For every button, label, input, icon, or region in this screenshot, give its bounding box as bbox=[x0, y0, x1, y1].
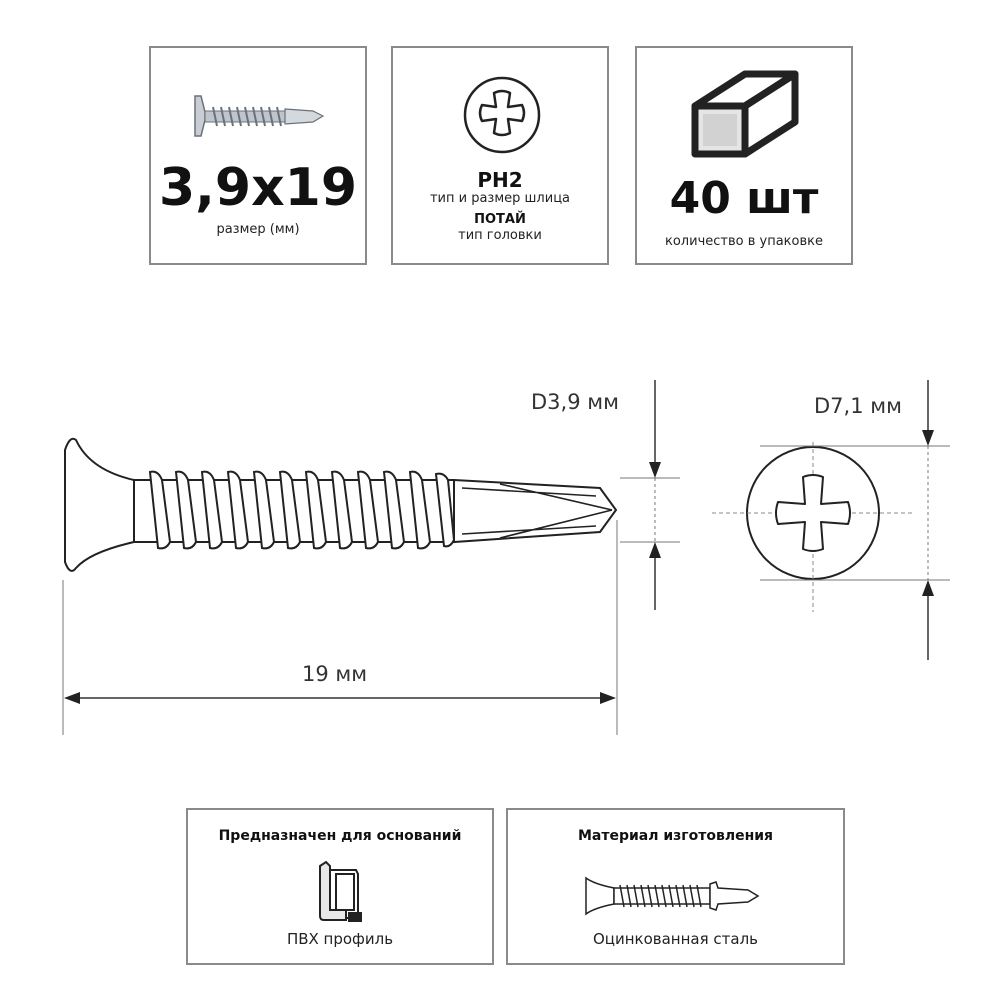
slot-caption: тип и размер шлица bbox=[429, 191, 571, 206]
slot-card bbox=[391, 46, 609, 265]
shaft-diameter-label: D3,9 мм bbox=[531, 390, 619, 414]
size-value: 3,9x19 bbox=[158, 158, 358, 218]
phillips-head-icon bbox=[393, 48, 611, 158]
length-label: 19 мм bbox=[302, 662, 368, 686]
size-caption: размер (мм) bbox=[216, 222, 300, 237]
head-value: ПОТАЙ bbox=[474, 212, 526, 227]
slot-value: PH2 bbox=[477, 168, 523, 192]
material-card bbox=[506, 808, 845, 965]
screw-outline-icon bbox=[508, 870, 847, 930]
base-card bbox=[186, 808, 494, 965]
head-caption: тип головки bbox=[458, 228, 542, 243]
screw-drawing bbox=[0, 380, 1000, 780]
screw-photo-icon bbox=[151, 48, 369, 148]
size-card bbox=[149, 46, 367, 265]
box-icon bbox=[637, 48, 855, 158]
base-caption: ПВХ профиль bbox=[286, 930, 394, 948]
quantity-caption: количество в упаковке bbox=[665, 234, 823, 249]
base-title: Предназначен для оснований bbox=[218, 828, 462, 844]
material-title: Материал изготовления bbox=[577, 828, 774, 844]
material-caption: Оцинкованная сталь bbox=[592, 930, 759, 948]
quantity-card bbox=[635, 46, 853, 265]
quantity-value: 40 шт bbox=[669, 173, 819, 224]
pvc-profile-icon bbox=[188, 860, 496, 930]
head-diameter-label: D7,1 мм bbox=[814, 394, 902, 418]
